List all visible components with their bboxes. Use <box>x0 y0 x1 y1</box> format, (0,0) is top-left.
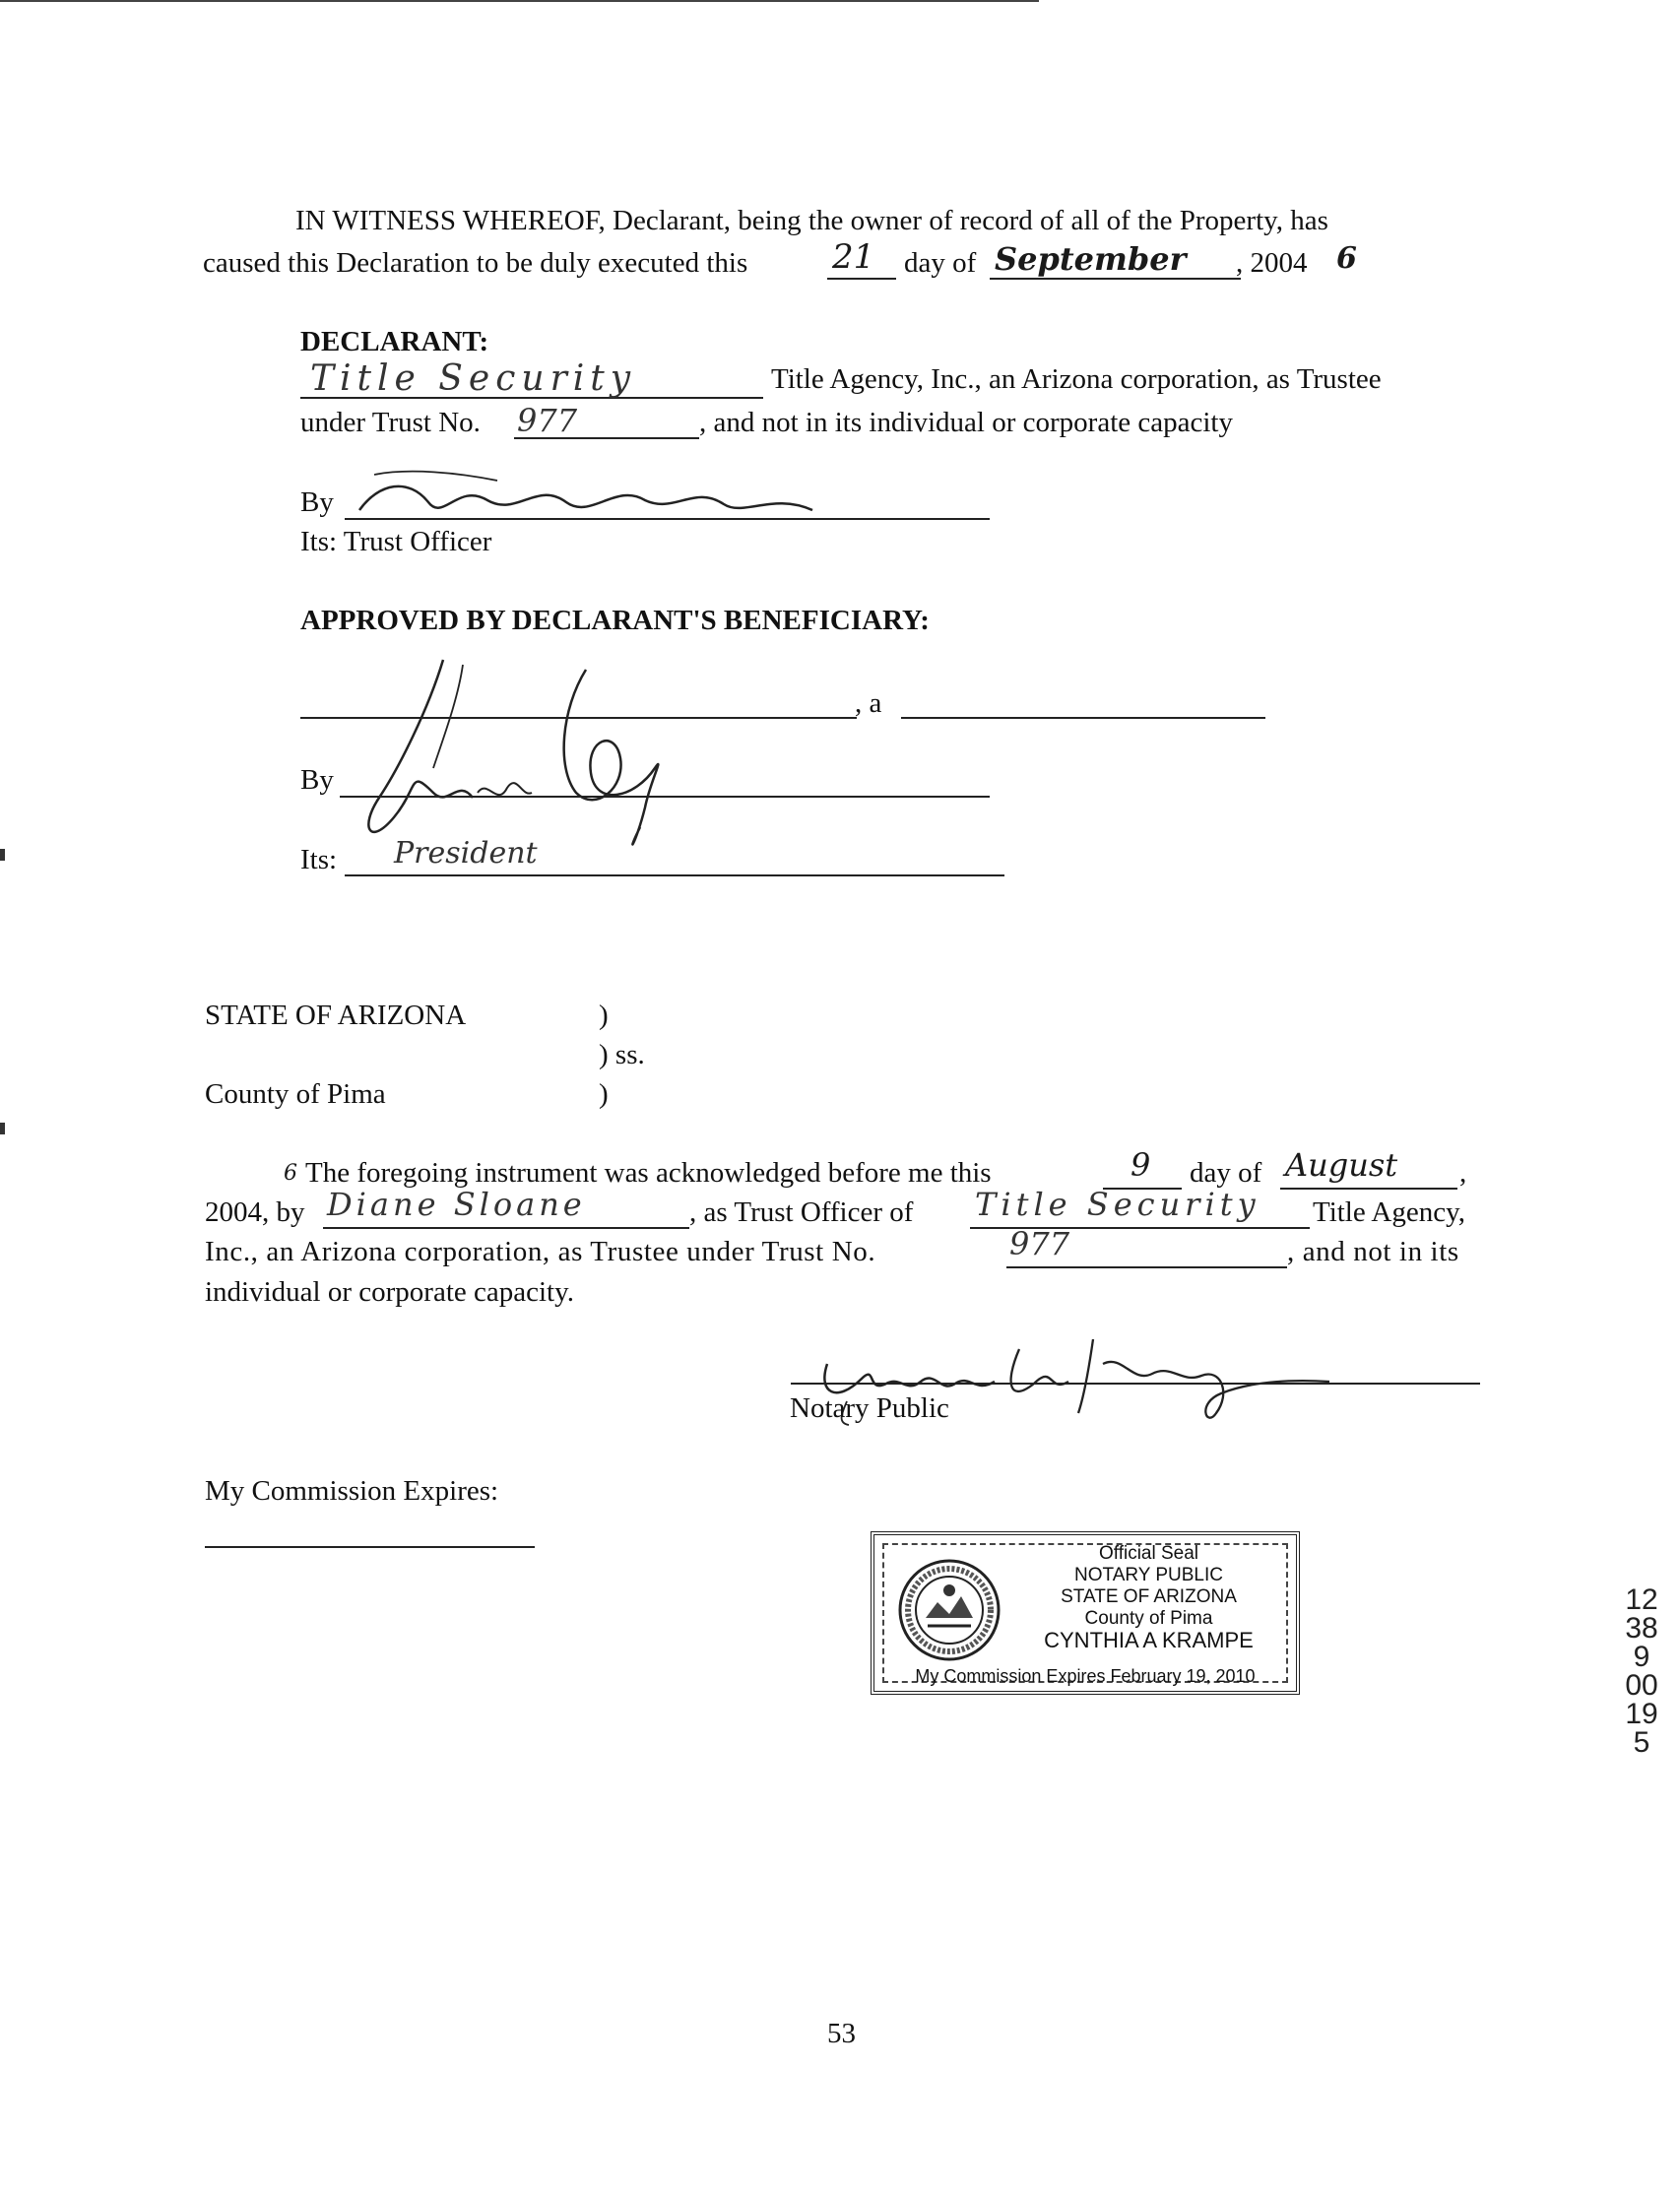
declarant-by-label: By <box>300 486 334 518</box>
witness-line-1: IN WITNESS WHEREOF, Declarant, being the owner of record of all of the Property, has <box>295 205 1328 236</box>
commission-label: My Commission Expires: <box>205 1475 499 1507</box>
venue-ss: ) ss. <box>599 1039 645 1070</box>
declarant-line-1-suffix: Title Agency, Inc., an Arizona corporation, as Trustee <box>771 363 1382 395</box>
ack-officer-handwritten: Diane Sloane <box>327 1186 586 1223</box>
declarant-signature <box>350 463 822 532</box>
witness-day-of: day of <box>904 247 977 279</box>
ack-month-handwritten: August <box>1285 1146 1398 1184</box>
witness-day-handwritten: 21 <box>832 237 875 277</box>
declarant-agency-handwritten: Title Security <box>310 358 637 399</box>
witness-month-handwritten: September <box>995 240 1187 278</box>
beneficiary-its-label: Its: <box>300 844 338 875</box>
margin-mark <box>0 1123 5 1134</box>
witness-line-2-prefix: caused this Declaration to be duly executed this <box>203 247 748 279</box>
beneficiary-its-line <box>345 874 1004 876</box>
seal-line-5: CYNTHIA A KRAMPE <box>1044 1628 1254 1652</box>
top-scan-rule <box>0 0 1039 2</box>
declarant-trust-no-handwritten: 977 <box>517 402 578 439</box>
page-number: 53 <box>827 2018 856 2049</box>
margin-mark <box>0 849 5 861</box>
ack-trust-no-handwritten: 977 <box>1009 1225 1070 1262</box>
beneficiary-heading: APPROVED BY DECLARANT'S BENEFICIARY: <box>300 605 930 636</box>
venue-paren-1: ) <box>599 1000 609 1031</box>
day-blank <box>827 278 896 280</box>
notary-seal <box>871 1531 1300 1695</box>
ack-month-blank <box>1280 1188 1457 1190</box>
ack-line-3-prefix: Inc., an Arizona corporation, as Trustee under Trust No. <box>205 1236 876 1267</box>
ack-line-4: individual or corporate capacity. <box>205 1276 574 1308</box>
venue-paren-2: ) <box>599 1078 609 1110</box>
declarant-heading: DECLARANT: <box>300 326 489 357</box>
ack-officer-blank <box>323 1227 689 1229</box>
ack-line-2-year: 2004, by <box>205 1196 305 1228</box>
seal-line-6: My Commission Expires February 19, 2010 <box>915 1666 1256 1686</box>
ack-line-2-end: Title Agency, <box>1313 1196 1465 1228</box>
beneficiary-signature <box>340 650 694 857</box>
seal-line-2: NOTARY PUBLIC <box>1074 1565 1223 1585</box>
beneficiary-comma-a: , a <box>855 687 882 719</box>
ack-trust-no-blank <box>1006 1266 1287 1268</box>
seal-line-3: STATE OF ARIZONA <box>1061 1586 1237 1607</box>
ack-line-1-prefix: The foregoing instrument was acknowledged before me this <box>305 1157 992 1189</box>
ack-agency-handwritten: Title Security <box>975 1186 1260 1223</box>
seal-text-block <box>1007 1543 1290 1651</box>
notary-label: Notary Public <box>790 1392 949 1424</box>
seal-line-4: County of Pima <box>1084 1608 1213 1629</box>
venue-county: County of Pima <box>205 1078 386 1110</box>
ack-line-2-mid: , as Trust Officer of <box>689 1196 914 1228</box>
ack-line-3-end: , and not in its <box>1287 1236 1459 1267</box>
witness-year: , 2004 <box>1236 247 1308 279</box>
seal-line-1: Official Seal <box>1098 1543 1199 1564</box>
commission-blank <box>205 1546 535 1548</box>
ack-line-1-end: , <box>1459 1157 1467 1189</box>
declarant-line-2-suffix: , and not in its individual or corporate capacity <box>699 407 1233 438</box>
declarant-its-label: Its: Trust Officer <box>300 526 492 557</box>
declarant-line-2-prefix: under Trust No. <box>300 407 481 438</box>
beneficiary-by-label: By <box>300 764 334 796</box>
month-blank <box>990 278 1241 280</box>
ack-year-mark: 6 <box>284 1161 297 1186</box>
recording-stamp-number: 12389 00195 <box>1625 1583 1658 1759</box>
beneficiary-entity-line <box>901 717 1265 719</box>
beneficiary-its-handwritten: President <box>394 836 538 871</box>
ack-day-of: day of <box>1190 1157 1262 1189</box>
state-seal-emblem <box>896 1557 1002 1663</box>
ack-day-handwritten: 9 <box>1131 1146 1151 1184</box>
witness-year-handwritten: 6 <box>1336 241 1357 276</box>
venue-state: STATE OF ARIZONA <box>205 1000 467 1031</box>
